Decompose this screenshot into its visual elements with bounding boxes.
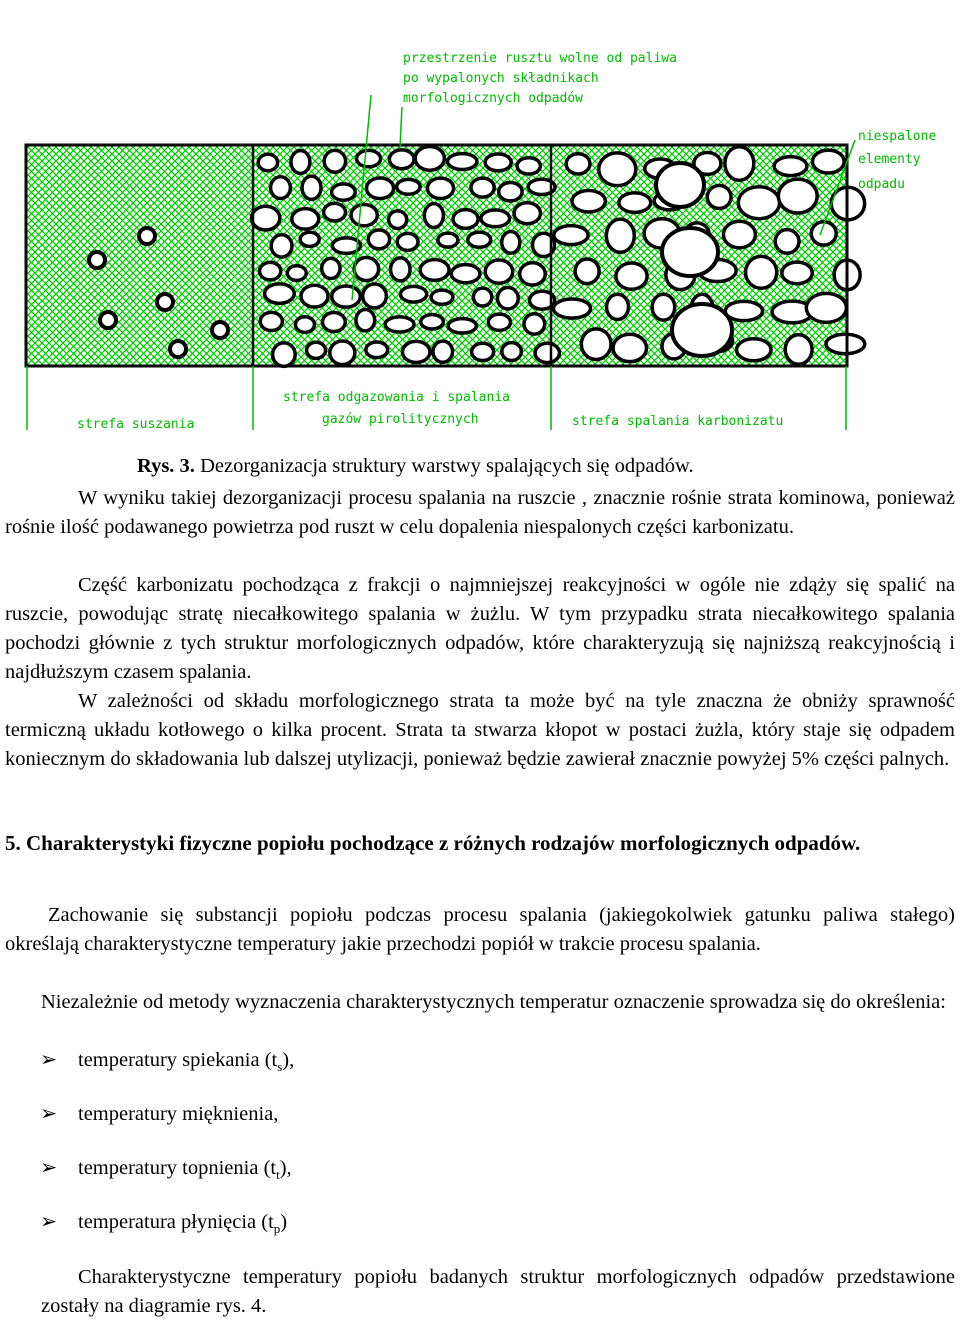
leader-line-1 bbox=[400, 107, 402, 147]
label-zone-drying: strefa suszania bbox=[77, 417, 195, 432]
waste-particle bbox=[481, 210, 510, 227]
waste-particle bbox=[656, 163, 704, 207]
waste-particle bbox=[599, 153, 636, 186]
label-zone-degas-line1: strefa odgazowania i spalania bbox=[283, 390, 510, 405]
waste-particle bbox=[260, 312, 282, 330]
waste-particle bbox=[453, 210, 478, 229]
waste-particle bbox=[514, 203, 540, 224]
waste-particle bbox=[368, 230, 389, 249]
waste-particle bbox=[157, 294, 173, 310]
waste-particle bbox=[472, 343, 494, 360]
waste-particle bbox=[433, 341, 453, 362]
waste-particle bbox=[322, 312, 345, 331]
waste-particle bbox=[415, 147, 444, 171]
label-unburnt-line3: odpadu bbox=[858, 177, 905, 192]
waste-particle bbox=[366, 178, 393, 199]
label-space-line1: przestrzenie rusztu wolne od paliwa bbox=[403, 51, 677, 66]
waste-particle bbox=[485, 260, 512, 283]
label-zone-carbon: strefa spalania karbonizatu bbox=[572, 414, 784, 429]
waste-particle bbox=[707, 186, 731, 209]
waste-particle bbox=[438, 233, 458, 247]
waste-particle bbox=[553, 299, 590, 318]
list-item bbox=[40, 1208, 287, 1243]
waste-particle bbox=[723, 221, 755, 248]
list-item-text: temperatura płynięcia (t bbox=[78, 1211, 274, 1233]
paragraph-3: W zależności od składu morfologicznego strata ta może być na tyle znaczna że obniży sprawność termiczną układu kotłowego o kilka procent. Strata ta stwarza kłopot w postaci żużla, który staje się odpadem koniecznym do składowania lub dalszej utylizacji, ponieważ będzie zawierał znacznie powyżej 5% części palnych. bbox=[5, 690, 955, 770]
waste-particle bbox=[613, 334, 646, 361]
waste-particle bbox=[502, 343, 521, 361]
waste-particle bbox=[502, 232, 520, 254]
waste-particle bbox=[535, 343, 559, 362]
waste-particle bbox=[295, 317, 314, 333]
waste-particle bbox=[448, 319, 476, 333]
waste-particle bbox=[332, 286, 361, 307]
list-item bbox=[40, 1100, 278, 1129]
waste-particle bbox=[427, 178, 453, 198]
list-item bbox=[40, 1154, 292, 1189]
waste-particle bbox=[170, 341, 186, 357]
label-unburnt-line2: elementy bbox=[858, 152, 921, 167]
label-zone-degas-line2: gazów pirolitycznych bbox=[322, 412, 479, 427]
waste-particle bbox=[672, 304, 732, 356]
waste-particle bbox=[271, 235, 292, 257]
waste-particle bbox=[746, 256, 777, 288]
waste-particle bbox=[785, 335, 812, 365]
waste-particle bbox=[139, 228, 155, 244]
waste-particle bbox=[287, 266, 306, 281]
waste-particle bbox=[447, 154, 476, 170]
list-item-subscript: s bbox=[277, 1059, 283, 1075]
waste-particle bbox=[292, 209, 319, 229]
caption-number: Rys. 3. bbox=[137, 455, 195, 477]
waste-particle bbox=[524, 314, 545, 334]
waste-particle bbox=[391, 258, 410, 281]
waste-particle bbox=[517, 158, 540, 174]
arrow-bullet-icon: ➢ bbox=[40, 1049, 58, 1071]
waste-particle bbox=[260, 262, 281, 280]
waste-particle bbox=[566, 154, 590, 174]
waste-particle bbox=[258, 154, 277, 170]
waste-particle bbox=[737, 339, 771, 361]
waste-particle bbox=[420, 260, 449, 281]
grate-layer-figure bbox=[0, 0, 960, 450]
waste-particle bbox=[778, 179, 817, 213]
waste-particle bbox=[366, 342, 388, 358]
waste-particle bbox=[616, 263, 647, 289]
section-paragraph-3: Charakterystyczne temperatury popiołu badanych struktur morfologicznych odpadów przedstawione zostały na diagramie rys. 4. bbox=[41, 1266, 955, 1317]
list-item-text: temperatury spiekania (t bbox=[78, 1049, 278, 1071]
waste-particle bbox=[265, 284, 295, 304]
waste-particle bbox=[389, 211, 407, 229]
paragraph-1: W wyniku takiej dezorganizacji procesu spalania na ruszcie , znacznie rośnie strata kominowa, ponieważ rośnie ilość podawanego powietrza pod ruszt w celu dopalenia niespalonych części karbonizatu. bbox=[5, 487, 955, 538]
waste-particle bbox=[385, 317, 414, 332]
waste-particle bbox=[300, 232, 319, 246]
figure-caption bbox=[137, 455, 694, 478]
waste-particle bbox=[431, 290, 453, 304]
list-item-tail: ) bbox=[280, 1211, 288, 1233]
waste-particle bbox=[485, 154, 511, 171]
waste-particle bbox=[389, 150, 414, 169]
waste-particle bbox=[273, 343, 296, 366]
waste-particle bbox=[451, 265, 480, 283]
waste-particle bbox=[351, 204, 377, 225]
waste-particle bbox=[302, 176, 321, 199]
waste-particle bbox=[357, 150, 381, 166]
waste-particle bbox=[212, 322, 228, 338]
waste-particle bbox=[301, 285, 328, 307]
waste-particle bbox=[652, 294, 675, 320]
waste-particle bbox=[397, 179, 420, 194]
waste-particle bbox=[572, 190, 605, 211]
waste-particle bbox=[421, 315, 444, 329]
section-paragraph-1: Zachowanie się substancji popiołu podczas procesu spalania (jakiegokolwiek gatunku paliwa stałego) określają charakterystyczne temperatury jakie przechodzi popiół w trakcie procesu spalania. bbox=[5, 904, 955, 955]
waste-particle bbox=[738, 187, 779, 219]
waste-particle bbox=[520, 263, 546, 285]
waste-particle bbox=[554, 226, 588, 245]
waste-particle bbox=[252, 206, 280, 230]
waste-particle bbox=[471, 178, 494, 197]
waste-particle bbox=[100, 312, 116, 328]
arrow-bullet-icon: ➢ bbox=[40, 1157, 58, 1179]
waste-particle bbox=[662, 228, 718, 276]
waste-particle bbox=[330, 341, 355, 365]
label-unburnt-line1: niespalone bbox=[858, 129, 937, 144]
list-item-subscript: t bbox=[276, 1167, 280, 1183]
waste-particle bbox=[424, 204, 443, 228]
waste-particle bbox=[775, 230, 799, 254]
waste-particle bbox=[322, 258, 340, 278]
waste-particle bbox=[575, 259, 599, 284]
waste-particle bbox=[473, 288, 491, 306]
waste-particle bbox=[402, 341, 429, 362]
section-heading bbox=[5, 828, 955, 858]
paragraph-2: Część karbonizatu pochodząca z frakcji o najmniejszej reakcyjności w ogóle nie zdąży się spalić na ruszcie, powodując stratę niecałkowitego spalania w żużlu. W tym przypadku strata niecałkowitego spalania pochodzi głównie z tych struktur morfologicznych odpadów, które charakteryzują się najniższą reakcyjnością i najdłuższym czasem spalania. bbox=[5, 574, 955, 683]
waste-particle bbox=[468, 232, 491, 247]
section-heading-text: 5. Charakterystyki fizyczne popiołu pochodzące z różnych rodzajów morfologicznych odpadów. bbox=[5, 831, 861, 855]
waste-particle bbox=[826, 334, 865, 354]
waste-particle bbox=[607, 294, 629, 319]
waste-particle bbox=[363, 284, 387, 308]
caption-text: Dezorganizacja struktury warstwy spalających się odpadów. bbox=[194, 455, 694, 477]
waste-particle bbox=[806, 293, 846, 322]
waste-particle bbox=[324, 150, 345, 172]
list-item-text: temperatury topnienia (t bbox=[78, 1157, 277, 1179]
waste-particle bbox=[812, 150, 844, 173]
waste-particle bbox=[497, 288, 518, 309]
waste-particle bbox=[356, 310, 375, 331]
list-item-tail: ), bbox=[279, 1157, 292, 1179]
waste-particle bbox=[324, 203, 346, 221]
waste-particle bbox=[271, 177, 291, 199]
waste-particle bbox=[332, 184, 356, 200]
waste-particle bbox=[397, 233, 418, 250]
waste-particle bbox=[89, 252, 105, 268]
waste-particle bbox=[619, 193, 651, 212]
waste-particle bbox=[725, 147, 754, 181]
arrow-bullet-icon: ➢ bbox=[40, 1211, 58, 1233]
list-item-subscript: p bbox=[273, 1221, 281, 1237]
waste-particle bbox=[782, 262, 812, 284]
waste-particle bbox=[774, 157, 807, 176]
waste-particle bbox=[488, 314, 510, 330]
waste-particle bbox=[499, 183, 522, 201]
waste-particle bbox=[581, 329, 611, 360]
waste-particle bbox=[307, 342, 326, 358]
list-item-text: temperatury mięknienia, bbox=[78, 1103, 279, 1125]
waste-particle bbox=[606, 219, 634, 252]
list-item-tail: ), bbox=[282, 1049, 295, 1071]
list-item bbox=[40, 1046, 294, 1081]
section-paragraph-2: Niezależnie od metody wyznaczenia charakterystycznych temperatur oznaczenie sprowadza się do określenia: bbox=[41, 991, 946, 1013]
label-space-line3: morfologicznych odpadów bbox=[403, 91, 584, 106]
waste-particle bbox=[401, 286, 427, 302]
arrow-bullet-icon: ➢ bbox=[40, 1103, 58, 1125]
waste-particle bbox=[291, 151, 310, 174]
label-space-line2: po wypalonych składnikach bbox=[403, 71, 599, 86]
waste-particle bbox=[354, 257, 378, 280]
